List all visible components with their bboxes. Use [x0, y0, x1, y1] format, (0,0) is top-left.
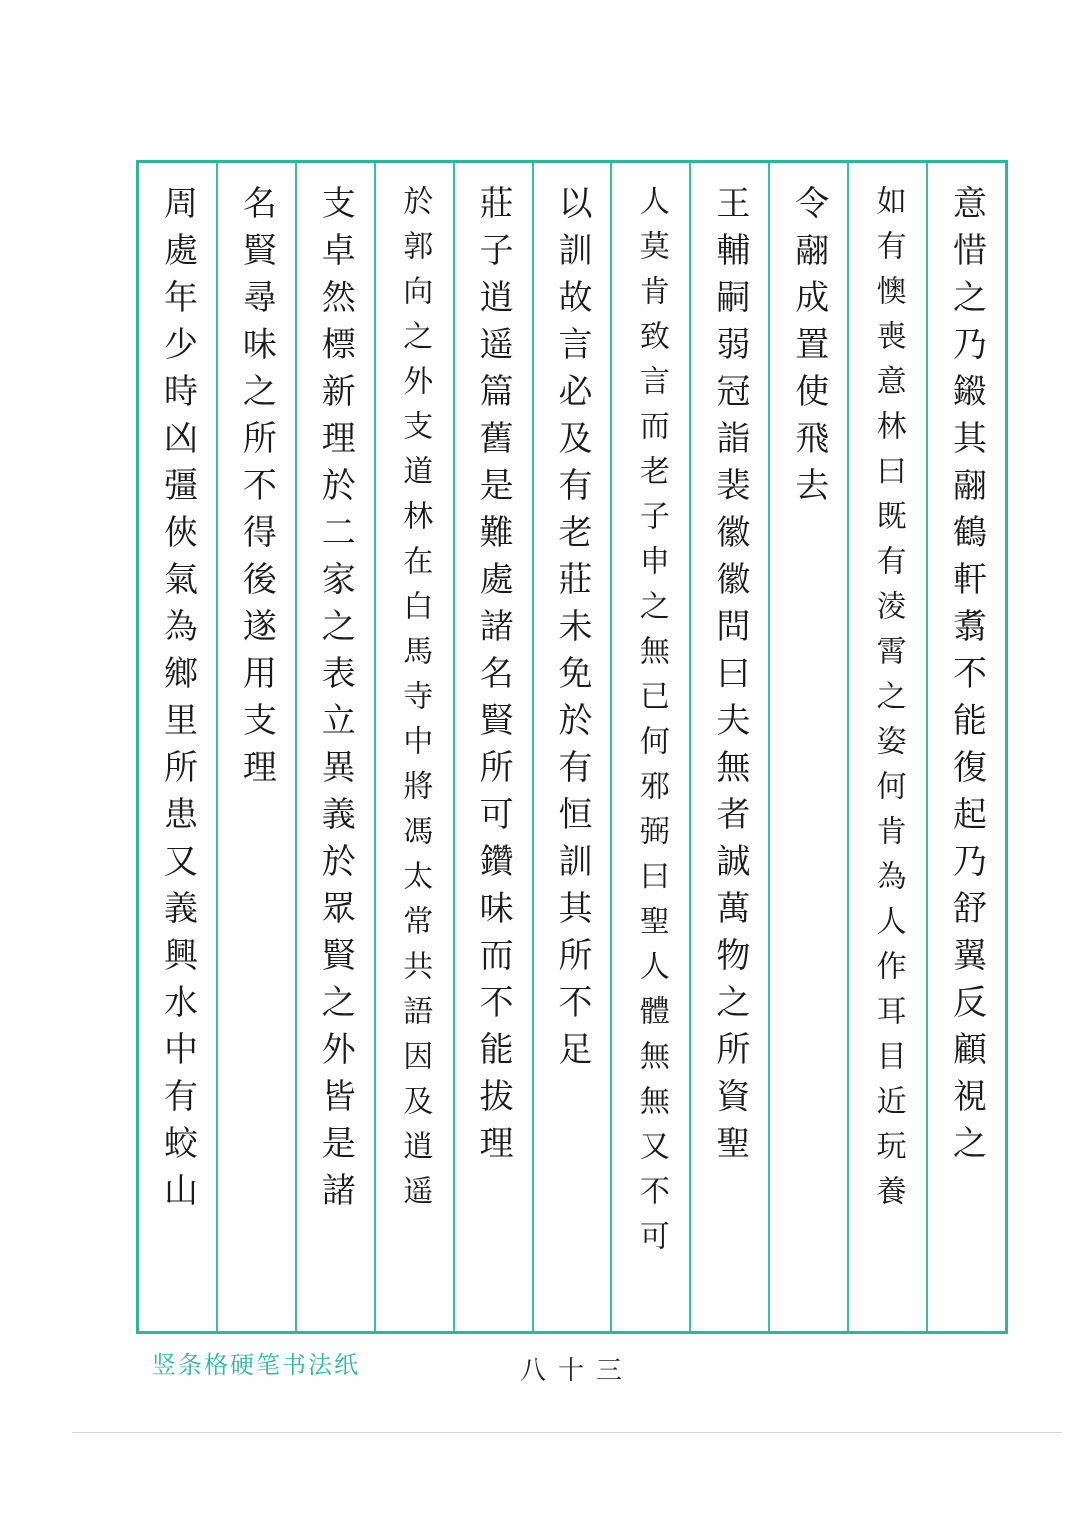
column-text: 支卓然標新理於二家之表立異義於眾賢之外皆是諸 — [315, 185, 356, 1219]
grid-column-11 — [139, 163, 216, 1331]
grid-column-8 — [374, 163, 453, 1331]
paper-label: 竖条格硬笔书法纸 — [152, 1351, 360, 1379]
column-text: 名賢尋味之所不得後遂用支理 — [236, 185, 277, 796]
bottom-divider — [72, 1432, 1062, 1433]
grid-column-9 — [295, 163, 374, 1331]
grid-column-7 — [453, 163, 532, 1331]
column-text: 人莫肯致言而老子申之無已何邪弼曰聖人體無無又不可 — [633, 185, 669, 1265]
grid-column-2 — [847, 163, 926, 1331]
column-text: 周處年少時凶彊俠氣為鄉里所患又義興水中有蛟山 — [157, 185, 198, 1219]
column-text: 如有懊喪意林曰既有淩霄之姿何肯為人作耳目近玩養 — [870, 185, 906, 1220]
grid-column-3 — [768, 163, 847, 1331]
grid-column-1 — [926, 163, 1005, 1331]
grid-column-4 — [689, 163, 768, 1331]
vertical-grid — [136, 160, 1008, 1334]
column-text: 王輔嗣弱冠詣裴徽徽問曰夫無者誠萬物之所資聖 — [709, 185, 750, 1172]
column-text: 意惜之乃鎩其翮鶴軒翥不能復起乃舒翼反顧視之 — [946, 185, 987, 1172]
grid-column-5 — [610, 163, 689, 1331]
page-number: 八十三 — [520, 1356, 635, 1386]
column-text: 令翮成置使飛去 — [788, 185, 829, 514]
column-text: 以訓故言必及有老莊未免於有恒訓其所不足 — [552, 185, 593, 1078]
column-text: 莊子逍遥篇舊是難處諸名賢所可鑽味而不能拔理 — [473, 185, 514, 1172]
grid-column-6 — [532, 163, 611, 1331]
column-text: 於郭向之外支道林在白馬寺中將馮太常共語因及逍遥 — [397, 185, 433, 1220]
grid-column-10 — [216, 163, 295, 1331]
